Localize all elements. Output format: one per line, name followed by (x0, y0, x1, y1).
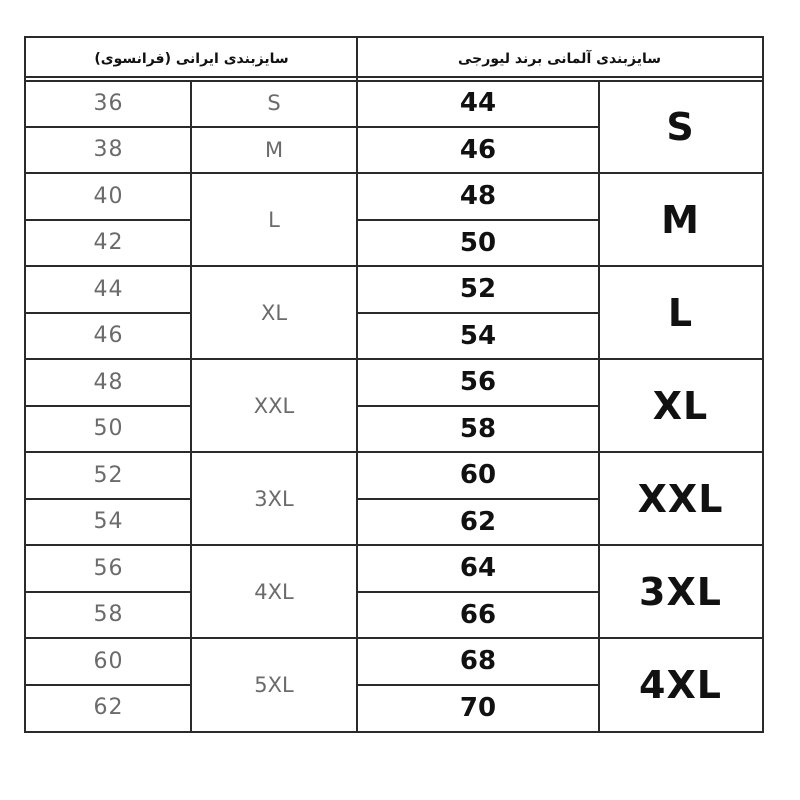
iranian-letter-size: 5XL (254, 672, 294, 697)
row-divider (26, 358, 762, 360)
german-number: 52 (459, 274, 497, 305)
german-number: 70 (459, 692, 497, 723)
row-divider-iranian (26, 312, 191, 314)
header-iranian: سایزبندی ایرانی (فرانسوی) (94, 51, 289, 67)
row-divider-iranian (26, 405, 191, 407)
row-divider-german (357, 405, 599, 407)
col-divider-2 (356, 38, 358, 731)
german-number: 62 (459, 506, 497, 537)
row-divider (26, 451, 762, 453)
row-divider-iranian-letters (191, 126, 357, 128)
german-letter-size: L (667, 290, 694, 335)
iranian-letter-size: M (264, 137, 284, 162)
german-number: 50 (459, 227, 497, 258)
german-number: 68 (459, 646, 497, 677)
german-letter-size: XL (652, 383, 709, 428)
row-divider (26, 172, 762, 174)
german-number: 46 (459, 134, 497, 165)
col-divider-1 (190, 80, 192, 731)
row-divider (26, 265, 762, 267)
row-divider-german (357, 219, 599, 221)
german-letter-size: 3XL (639, 569, 722, 614)
iranian-number: 54 (93, 509, 124, 535)
iranian-number: 48 (93, 369, 124, 395)
col-divider-3 (598, 80, 600, 731)
iranian-letter-size: 3XL (254, 486, 294, 511)
german-letter-size: XXL (637, 476, 724, 521)
iranian-number: 36 (93, 90, 124, 116)
row-divider-german (357, 126, 599, 128)
german-number: 66 (459, 599, 497, 630)
iranian-number: 62 (93, 695, 124, 721)
row-divider-iranian (26, 591, 191, 593)
iranian-number: 58 (93, 602, 124, 628)
iranian-letter-size: S (267, 91, 281, 116)
row-divider (26, 544, 762, 546)
row-divider-german (357, 684, 599, 686)
german-number: 44 (459, 88, 497, 119)
iranian-number: 42 (93, 230, 124, 256)
iranian-letter-size: 4XL (254, 579, 294, 604)
german-number: 56 (459, 367, 497, 398)
iranian-letter-size: XXL (253, 393, 295, 418)
row-divider-iranian (26, 126, 191, 128)
size-chart-table (24, 36, 764, 733)
iranian-number: 38 (93, 137, 124, 163)
iranian-number: 60 (93, 648, 124, 674)
iranian-number: 50 (93, 416, 124, 442)
german-letter-size: 4XL (639, 662, 722, 707)
iranian-number: 52 (93, 462, 124, 488)
german-number: 58 (459, 413, 497, 444)
german-letter-size: S (666, 104, 695, 149)
german-number: 64 (459, 553, 497, 584)
german-number: 48 (459, 181, 497, 212)
row-divider (26, 637, 762, 639)
header-german: سایزبندی آلمانی برند لیورجی (458, 51, 661, 67)
german-number: 54 (459, 320, 497, 351)
header-divider (26, 76, 762, 78)
row-divider-iranian (26, 219, 191, 221)
iranian-letter-size: XL (260, 300, 288, 325)
row-divider-german (357, 312, 599, 314)
iranian-number: 56 (93, 555, 124, 581)
german-number: 60 (459, 460, 497, 491)
iranian-number: 44 (93, 276, 124, 302)
row-divider-iranian (26, 684, 191, 686)
iranian-letter-size: L (268, 207, 280, 232)
row-divider-german (357, 591, 599, 593)
row-divider-iranian (26, 498, 191, 500)
iranian-number: 40 (93, 183, 124, 209)
german-letter-size: M (661, 197, 700, 242)
iranian-number: 46 (93, 323, 124, 349)
row-divider-german (357, 498, 599, 500)
